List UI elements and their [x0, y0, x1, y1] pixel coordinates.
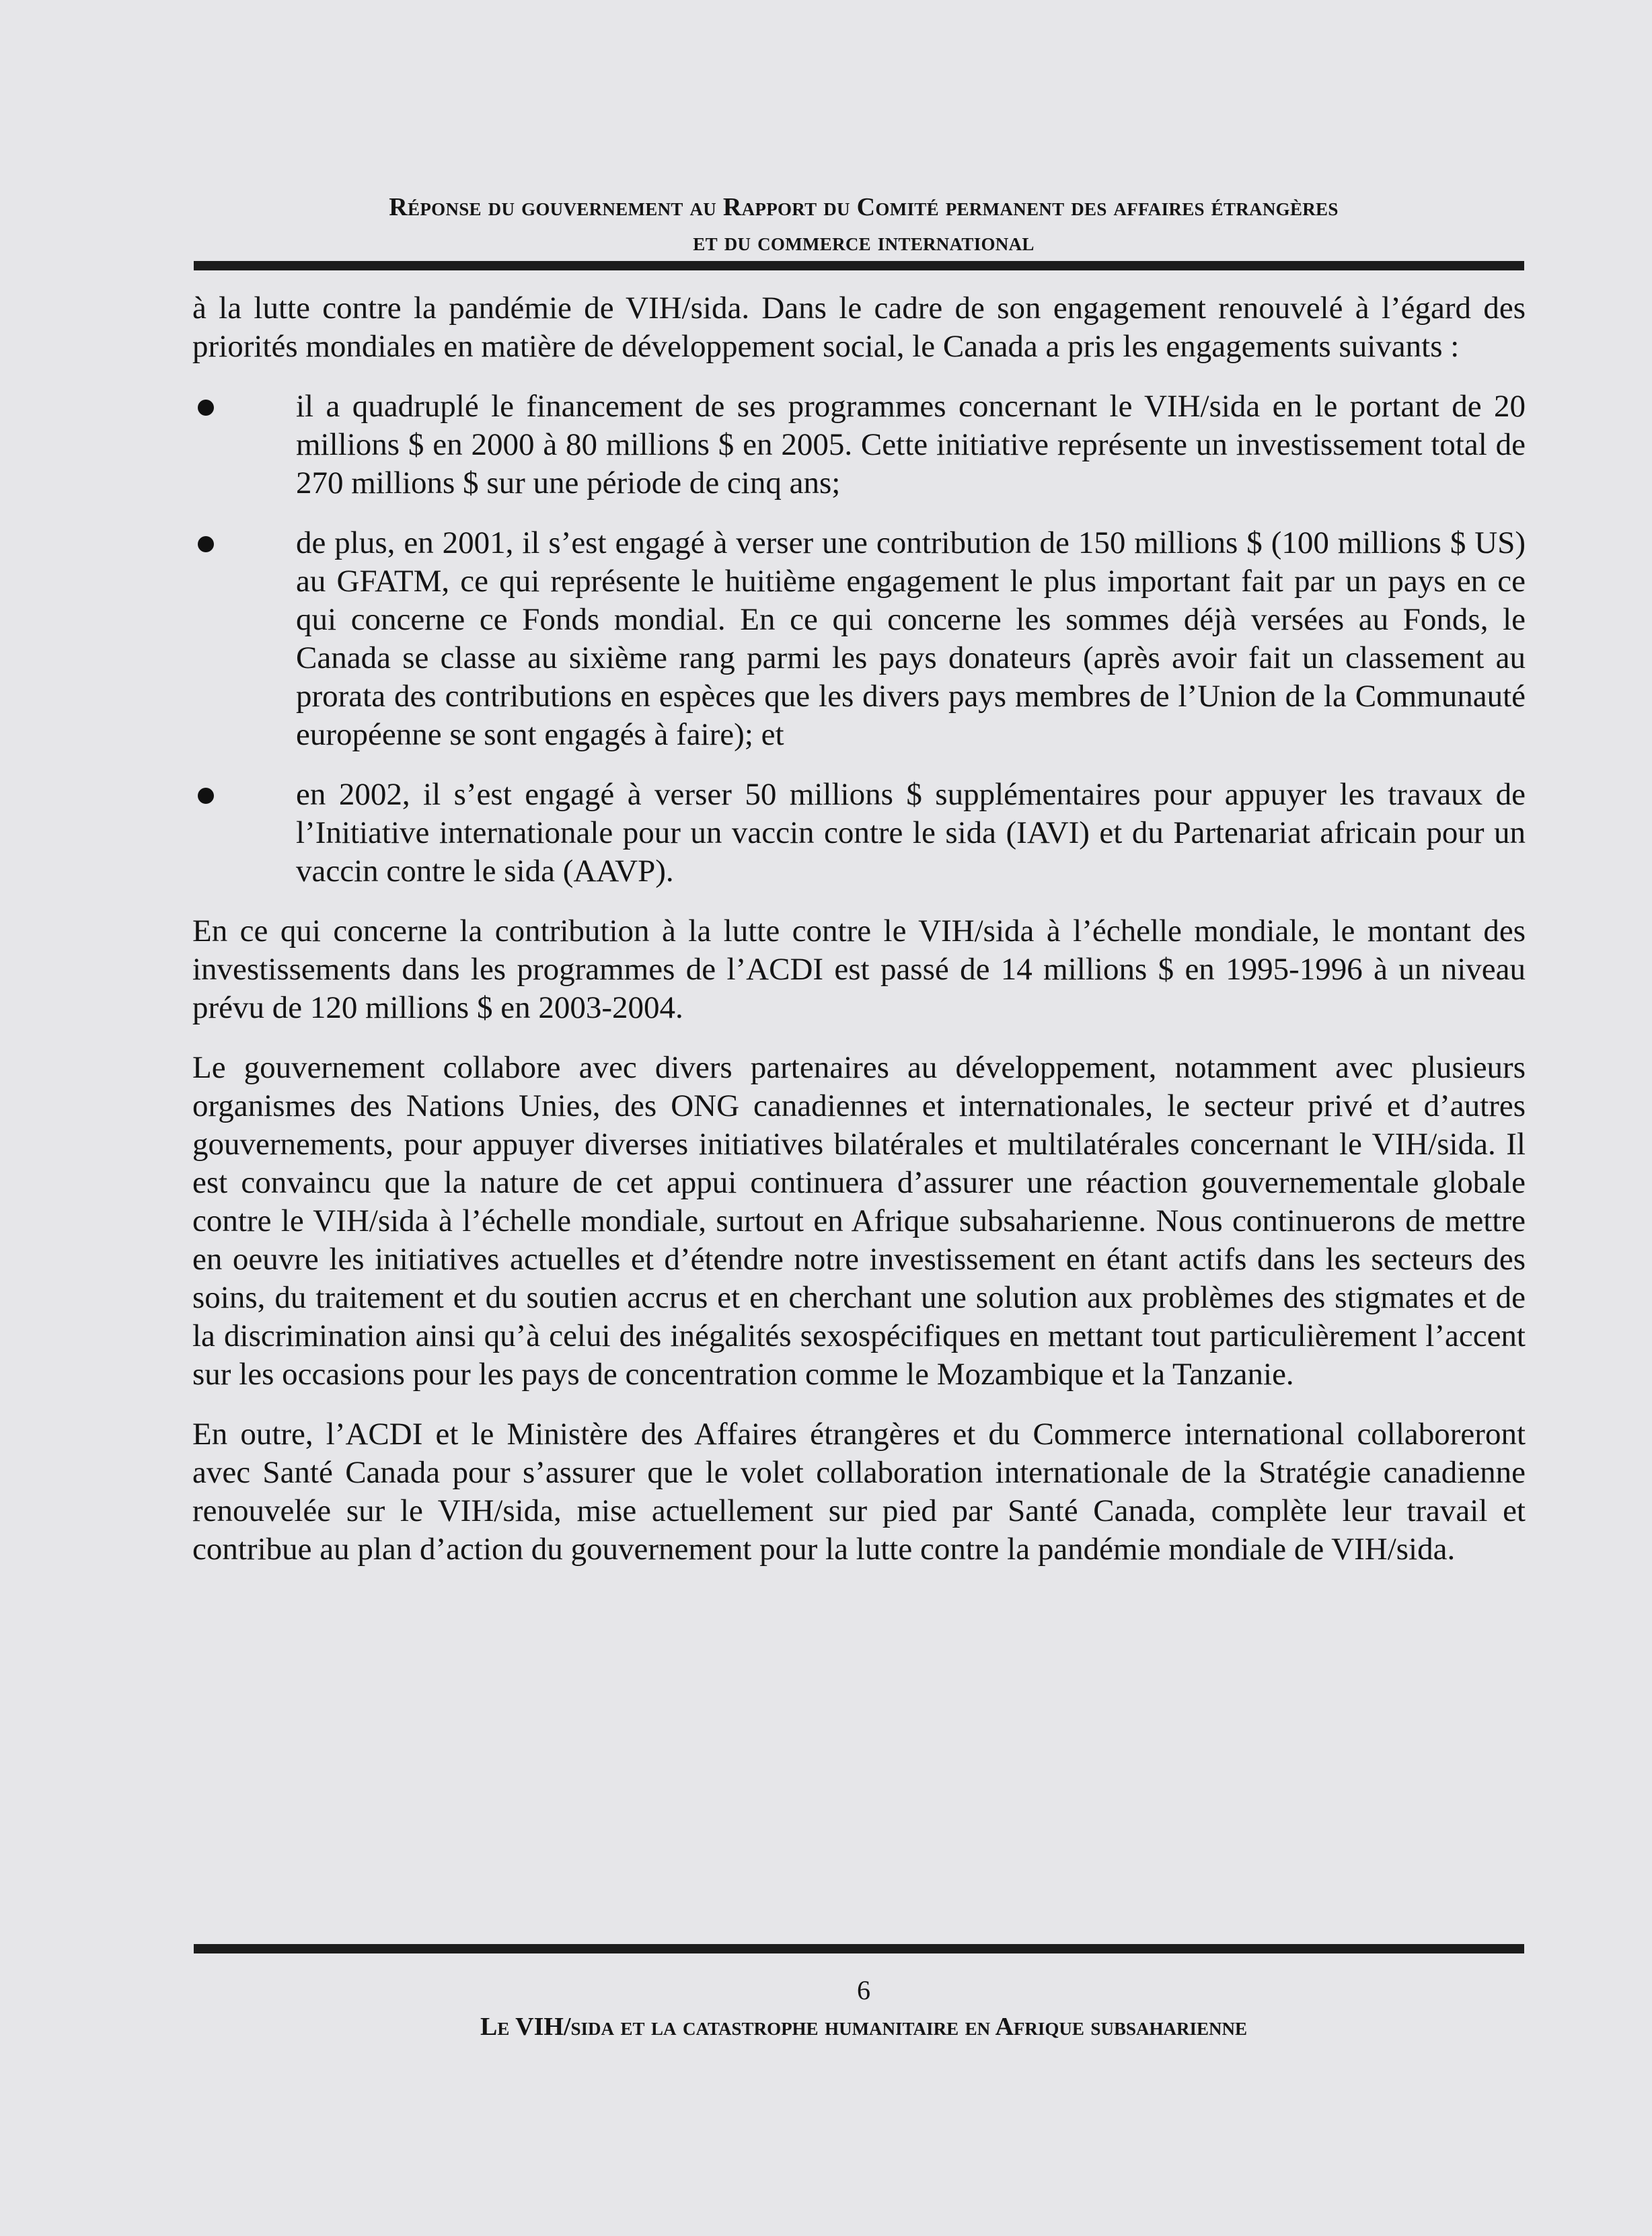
running-footer: Le VIH/sida et la catastrophe humanitaire en Afrique subsaharienne: [480, 2013, 1247, 2041]
document-body: [192, 289, 1526, 1590]
list-item: [192, 387, 1526, 502]
bullet-icon: [198, 400, 214, 416]
header-line-2: et du commerce international: [693, 228, 1035, 256]
page-number: 6: [857, 1975, 870, 2005]
header-rule: [194, 261, 1524, 270]
list-item: [192, 776, 1526, 891]
intro-paragraph: à la lutte contre la pandémie de VIH/sida. Dans le cadre de son engagement renouvelé à l’égard des priorités mondiales en matière de développement social, le Canada a pris les engagements suivants :: [192, 291, 1526, 364]
list-item-text: en 2002, il s’est engagé à verser 50 millions $ supplémentaires pour appuyer les travaux de l’Initiative internationale pour un vaccin contre le sida (IAVI) et du Partenariat africain pour un vaccin contre le sida (AAVP).: [296, 777, 1526, 889]
bullet-icon: [198, 536, 214, 552]
collaboration-paragraph: En outre, l’ACDI et le Ministère des Affaires étrangères et du Commerce international collaboreront avec Santé Canada pour s’assurer que le volet collaboration internationale de la Stratégie canadienne renouvelée sur le VIH/sida, mise actuellement sur pied par Santé Canada, complète leur travail et contribue au plan d’action du gouvernement pour la lutte contre la pandémie mondiale de VIH/sida.: [192, 1417, 1526, 1567]
list-item-text: de plus, en 2001, il s’est engagé à verser une contribution de 150 millions $ (100 millions $ US) au GFATM, ce qui représente le huitième engagement le plus important fait par un pays en ce qui concerne ce Fonds mondial. En ce qui concerne les sommes déjà versées au Fonds, le Canada se classe au sixième rang parmi les pays donateurs (après avoir fait un classement au prorata des contributions en espèces que les divers pays membres de l’Union de la Communauté européenne se sont engagés à faire); et: [296, 525, 1526, 752]
cida-investment-paragraph: En ce qui concerne la contribution à la lutte contre le VIH/sida à l’échelle mondiale, le montant des investissements dans les programmes de l’ACDI est passé de 14 millions $ en 1995-1996 à un niveau prévu de 120 millions $ en 2003-2004.: [192, 914, 1526, 1025]
list-item-text: il a quadruplé le financement de ses programmes concernant le VIH/sida en le portant de 20 millions $ en 2000 à 80 millions $ en 2005. Cette initiative représente un investissement total de 270 millions $ sur une période de cinq ans;: [296, 389, 1526, 500]
commitments-list: [192, 387, 1526, 891]
partners-paragraph: Le gouvernement collabore avec divers partenaires au développement, notamment avec plusieurs organismes des Nations Unies, des ONG canadiennes et internationales, le secteur privé et d’autres gouvernements, pour appuyer diverses initiatives bilatérales et multilatérales concernant le VIH/sida. Il est convaincu que la nature de cet appui continuera d’assurer une réaction gouvernementale globale contre le VIH/sida à l’échelle mondiale, surtout en Afrique subsaharienne. Nous continuerons de mettre en oeuvre les initiatives actuelles et d’étendre notre investissement en étant actifs dans les secteurs des soins, du traitement et du soutien accrus et en cherchant une solution aux problèmes des stigmates et de la discrimination ainsi qu’à celui des inégalités sexospécifiques en mettant tout particulièrement l’accent sur les occasions pour les pays de concentration comme le Mozambique et la Tanzanie.: [192, 1050, 1526, 1392]
footer-rule: [194, 1944, 1524, 1953]
list-item: [192, 524, 1526, 754]
header-line-1: Réponse du gouvernement au Rapport du Comité permanent des affaires étrangères: [389, 193, 1339, 221]
bullet-icon: [198, 788, 214, 804]
running-header: [192, 190, 1535, 260]
